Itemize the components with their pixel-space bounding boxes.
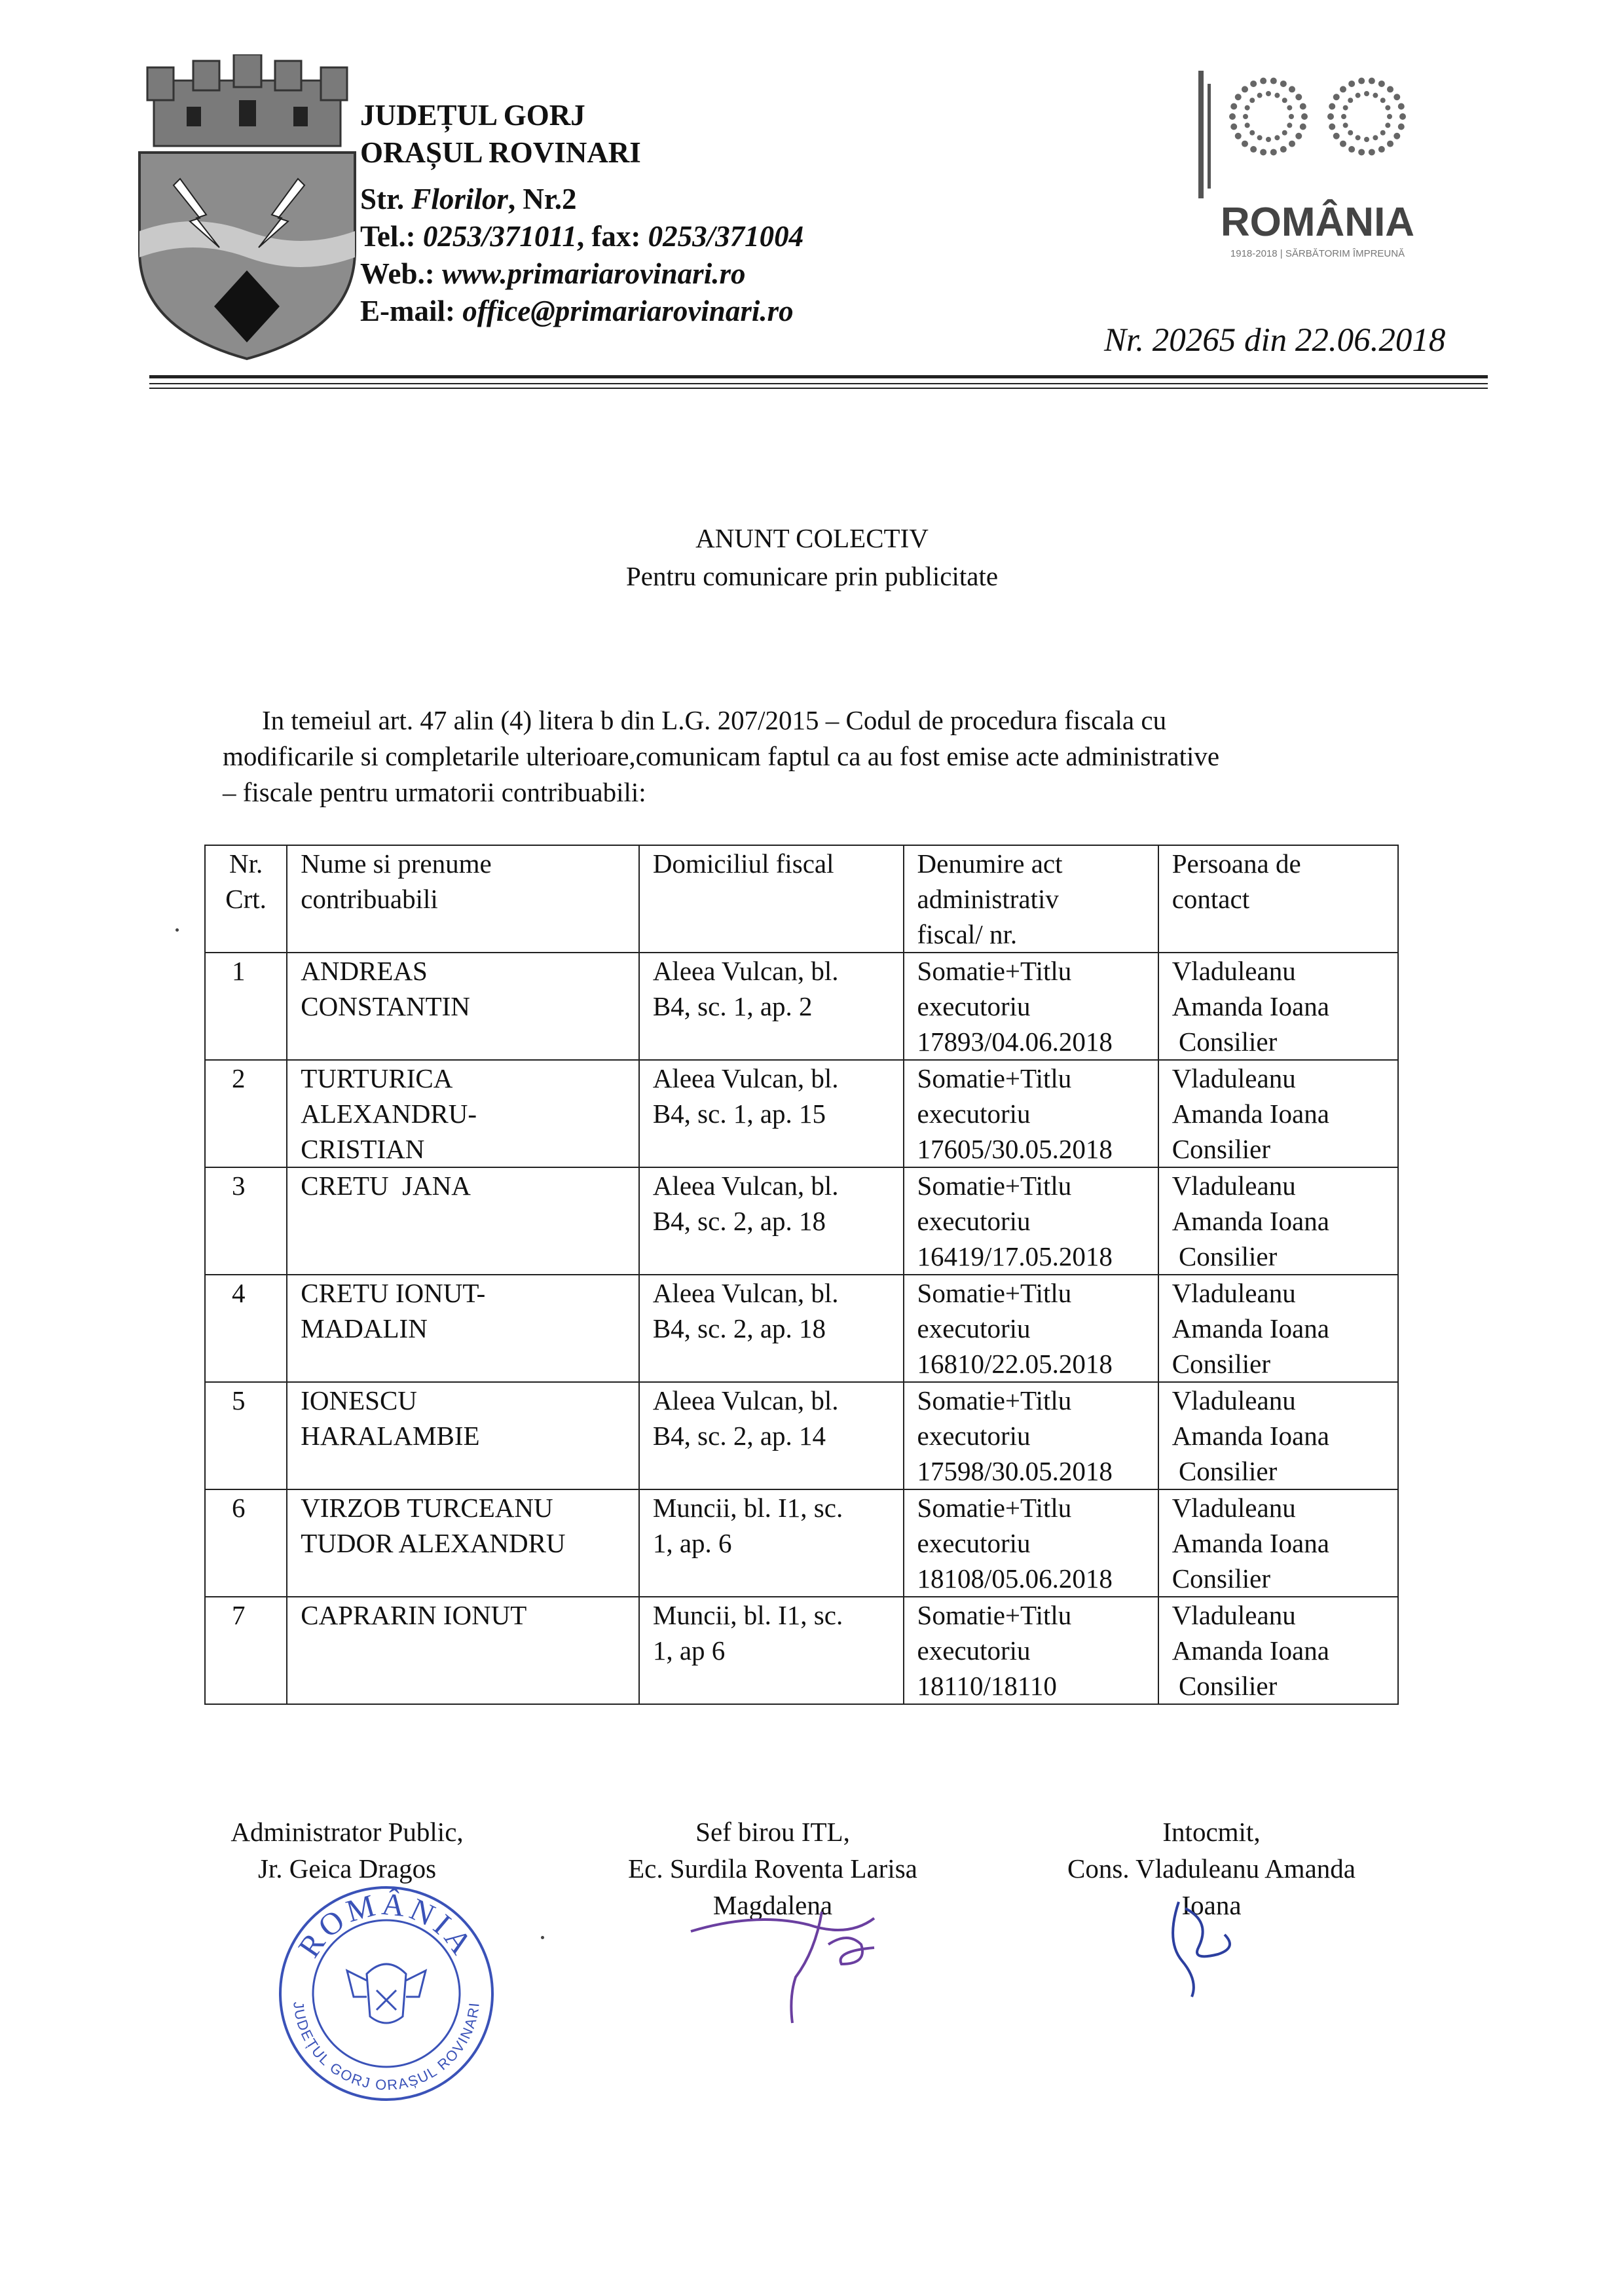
stamp-top-text: ROMÂNIA [291, 1886, 481, 1964]
intro-paragraph: In temeiul art. 47 alin (4) litera b din L.G. 207/2015 – Codul de procedura fiscala cu modificarile si completarile ulterioare,comunicam faptul ca au fost emise acte administrative – fiscale pentru urmatorii contribuabili: [223, 705, 1220, 807]
coat-of-arms [134, 54, 360, 362]
logo-dot [1393, 133, 1400, 139]
logo-dot [1260, 78, 1266, 84]
logo-dot [1280, 81, 1287, 87]
logo-dot [1343, 105, 1348, 111]
logo-dot [1348, 81, 1355, 87]
logo-dot [1229, 113, 1236, 120]
logo-dot [1242, 141, 1248, 147]
logo-dot [1348, 98, 1353, 103]
header-divider [149, 375, 1488, 378]
logo-dot [1235, 94, 1242, 100]
cell-nr: 4 [205, 1275, 287, 1382]
logo-dot [1333, 94, 1340, 100]
logo-dot [1340, 86, 1346, 92]
romania-centenary-logo [1187, 64, 1452, 267]
logo-dot [1340, 141, 1346, 147]
logo-dot [1399, 113, 1406, 120]
logo-dot [1230, 103, 1237, 110]
logo-dot [1356, 93, 1361, 98]
email-link[interactable]: office@primariarovinari.ro [462, 295, 794, 327]
cell-act: Somatie+Titlu executoriu 18108/05.06.2018 [904, 1489, 1158, 1597]
cell-contact: Vladuleanu Amanda Ioana Consilier [1158, 1382, 1398, 1489]
cell-act: Somatie+Titlu executoriu 17598/30.05.2018 [904, 1382, 1158, 1489]
logo-dot [1348, 146, 1355, 153]
document-subtitle: Pentru comunicare prin publicitate [625, 561, 999, 591]
cell-name: CAPRARIN IONUT [287, 1597, 639, 1704]
logo-dot [1398, 103, 1405, 110]
handwritten-signature [678, 1886, 913, 2030]
logo-dot [1242, 86, 1248, 92]
cell-name: TURTURICA ALEXANDRU- CRISTIAN [287, 1060, 639, 1167]
cell-nr: 5 [205, 1382, 287, 1489]
cell-address: Aleea Vulcan, bl. B4, sc. 2, ap. 18 [639, 1275, 904, 1382]
logo-dot [1358, 149, 1365, 155]
logo-dot [1257, 93, 1263, 98]
cell-name: CRETU IONUT- MADALIN [287, 1275, 639, 1382]
logo-dot [1341, 114, 1346, 119]
cell-address: Aleea Vulcan, bl. B4, sc. 1, ap. 15 [639, 1060, 904, 1167]
logo-dot [1329, 123, 1335, 130]
cell-address: Aleea Vulcan, bl. B4, sc. 2, ap. 18 [639, 1167, 904, 1275]
logo-dot [1250, 146, 1257, 153]
table-row [205, 1597, 1398, 1704]
logo-dot [1295, 133, 1302, 139]
logo-dot [1295, 94, 1302, 100]
header-name: Nume si prenume contribuabili [287, 845, 639, 953]
logo-dot [1387, 114, 1392, 119]
cell-contact: Vladuleanu Amanda Ioana Consilier [1158, 1597, 1398, 1704]
cell-address: Muncii, bl. I1, sc. 1, ap. 6 [639, 1489, 904, 1597]
logo-dot [1333, 133, 1340, 139]
logo-dot [1270, 78, 1277, 84]
header-contact: Persoana de contact [1158, 845, 1398, 953]
cell-name: VIRZOB TURCEANU TUDOR ALEXANDRU [287, 1489, 639, 1597]
header-divider [149, 388, 1488, 389]
logo-dot [1274, 135, 1280, 140]
logo-dot [1329, 103, 1335, 110]
logo-dot [1373, 93, 1378, 98]
header-act: Denumire act administrativ fiscal/ nr. [904, 845, 1158, 953]
taxpayer-table [204, 845, 1399, 1705]
logo-dot [1369, 78, 1375, 84]
logo-dot [1257, 135, 1263, 140]
logo-dot [1300, 103, 1306, 110]
official-stamp [268, 1882, 504, 2105]
logo-dot [1343, 122, 1348, 128]
logo-dot [1270, 149, 1277, 155]
logo-dot [1380, 130, 1386, 136]
header-divider [149, 383, 1488, 384]
eagle-emblem-icon [347, 1964, 426, 2023]
logo-dot [1356, 135, 1361, 140]
logo-dot [1245, 105, 1250, 111]
document-number: Nr. 20265 din 22.06.2018 [1104, 322, 1446, 359]
logo-dot [1243, 114, 1248, 119]
logo-dot [1378, 146, 1385, 153]
cell-act: Somatie+Titlu executoriu 17605/30.05.2018 [904, 1060, 1158, 1167]
logo-dot [1369, 149, 1375, 155]
logo-dot [1250, 81, 1257, 87]
logo-dot [1245, 122, 1250, 128]
website-link[interactable]: www.primariarovinari.ro [442, 257, 746, 290]
logo-dot [1230, 123, 1237, 130]
logo-dot [1260, 149, 1266, 155]
table-row [205, 1489, 1398, 1597]
logo-dot [1282, 130, 1287, 136]
town-name: ORAȘUL ROVINARI [360, 136, 641, 169]
centenary-tagline: 1918-2018 | SĂRBĂTORIM ÎMPREUNĂ [1230, 248, 1405, 259]
header-nr: Nr. Crt. [205, 845, 287, 953]
handwritten-signature [1153, 1882, 1251, 2000]
cell-address: Aleea Vulcan, bl. B4, sc. 1, ap. 2 [639, 953, 904, 1060]
county-name: JUDEȚUL GORJ [360, 99, 585, 132]
logo-dot [1364, 91, 1369, 96]
logo-dot [1387, 141, 1393, 147]
address-line: Str. Florilor, Nr.2 [360, 183, 577, 215]
centenary-country: ROMÂNIA [1220, 200, 1415, 245]
cell-contact: Vladuleanu Amanda Ioana Consilier [1158, 1060, 1398, 1167]
scan-mark [541, 1936, 544, 1939]
logo-dot [1289, 114, 1294, 119]
table-row [205, 1382, 1398, 1489]
logo-dot [1289, 141, 1295, 147]
logo-dot [1385, 122, 1390, 128]
cell-name: ANDREAS CONSTANTIN [287, 953, 639, 1060]
logo-dot [1387, 86, 1393, 92]
cell-act: Somatie+Titlu executoriu 18110/18110 [904, 1597, 1158, 1704]
web-line: Web.: www.primariarovinari.ro [360, 257, 746, 290]
cell-nr: 2 [205, 1060, 287, 1167]
cell-name: IONESCU HARALAMBIE [287, 1382, 639, 1489]
phone-line: Tel.: 0253/371011, fax: 0253/371004 [360, 220, 804, 253]
institution-header [360, 97, 803, 330]
signature-block-prepared-by: Intocmit, Cons. Vladuleanu Amanda Ioana [1067, 1817, 1356, 1920]
logo-dot [1287, 105, 1292, 111]
logo-dot [1282, 98, 1287, 103]
cell-contact: Vladuleanu Amanda Ioana Consilier [1158, 1275, 1398, 1382]
logo-dot [1378, 81, 1385, 87]
cell-act: Somatie+Titlu executoriu 16419/17.05.2018 [904, 1167, 1158, 1275]
logo-dot [1373, 135, 1378, 140]
logo-dot [1393, 94, 1400, 100]
ring-dots [1229, 78, 1406, 156]
logo-dot [1280, 146, 1287, 153]
logo-dot [1249, 130, 1255, 136]
logo-dot [1266, 137, 1271, 142]
table-row [205, 1167, 1398, 1275]
email-line: E-mail: office@primariarovinari.ro [360, 295, 794, 327]
logo-dot [1358, 78, 1365, 84]
scan-mark [175, 928, 179, 932]
cell-act: Somatie+Titlu executoriu 16810/22.05.2018 [904, 1275, 1158, 1382]
logo-dot [1235, 133, 1242, 139]
header-address: Domiciliul fiscal [639, 845, 904, 953]
logo-dot [1301, 113, 1308, 120]
signature-block-itl: Sef birou ITL, Ec. Surdila Roventa Larisa Magdalena [628, 1817, 917, 1920]
stamp-ring-text: JUDEȚUL GORJ ORAȘUL ROVINARI [290, 2000, 483, 2094]
logo-dot [1327, 113, 1334, 120]
cell-name: CRETU JANA [287, 1167, 639, 1275]
logo-dot [1385, 105, 1390, 111]
logo-dot [1289, 86, 1295, 92]
cell-act: Somatie+Titlu executoriu 17893/04.06.2018 [904, 953, 1158, 1060]
table-row [205, 953, 1398, 1060]
logo-dot [1287, 122, 1292, 128]
cell-address: Aleea Vulcan, bl. B4, sc. 2, ap. 14 [639, 1382, 904, 1489]
signature-block-administrator: Administrator Public, Jr. Geica Dragos [231, 1817, 464, 1884]
table-row [205, 1060, 1398, 1167]
logo-dot [1274, 93, 1280, 98]
cell-nr: 7 [205, 1597, 287, 1704]
logo-dot [1398, 123, 1405, 130]
logo-dot [1364, 137, 1369, 142]
cell-contact: Vladuleanu Amanda Ioana Consilier [1158, 1167, 1398, 1275]
table-header-row [205, 845, 1398, 953]
logo-dot [1380, 98, 1386, 103]
cell-nr: 3 [205, 1167, 287, 1275]
cell-contact: Vladuleanu Amanda Ioana Consilier [1158, 1489, 1398, 1597]
cell-address: Muncii, bl. I1, sc. 1, ap 6 [639, 1597, 904, 1704]
logo-dot [1266, 91, 1271, 96]
logo-dot [1249, 98, 1255, 103]
logo-dot [1348, 130, 1353, 136]
logo-dot [1300, 123, 1306, 130]
cell-nr: 6 [205, 1489, 287, 1597]
cell-contact: Vladuleanu Amanda Ioana Consilier [1158, 953, 1398, 1060]
table-row [205, 1275, 1398, 1382]
document-title: ANUNT COLECTIV [695, 523, 929, 553]
cell-nr: 1 [205, 953, 287, 1060]
